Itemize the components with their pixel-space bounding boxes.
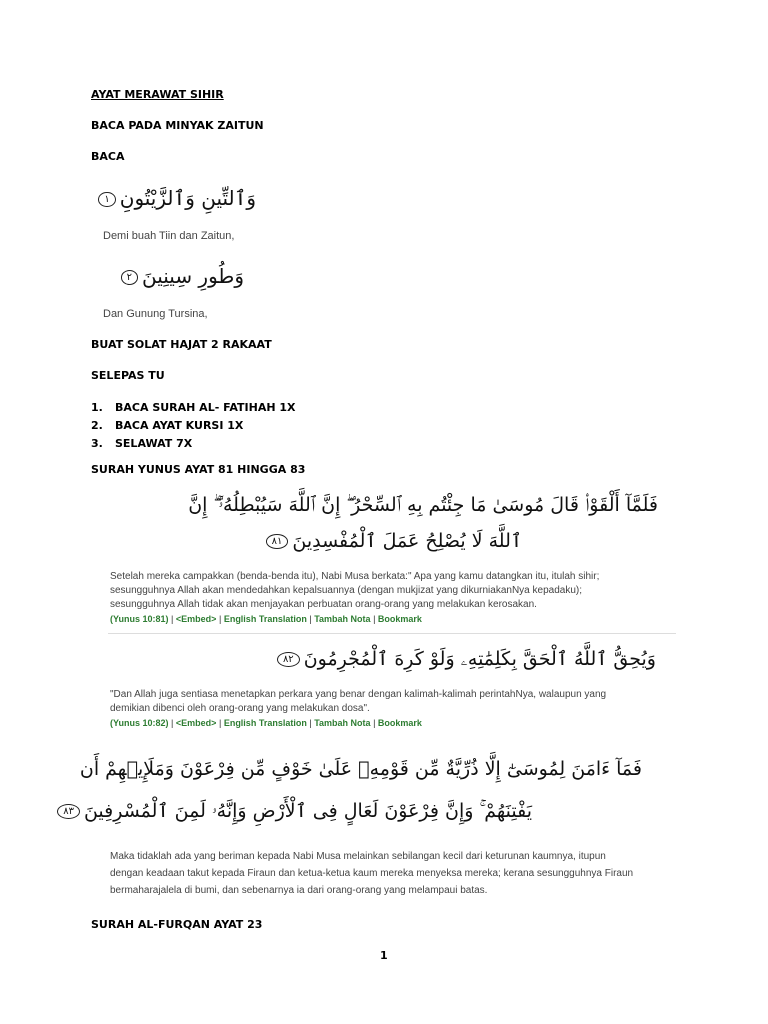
yunus-81-arabic-line1: فَلَمَّآ أَلْقَوْا۟ قَالَ مُوسَىٰ مَا جِئْتُم بِهِ ٱلسِّحْرُ ۖ إِنَّ ٱللَّهَ سَيُبْطِلُهُۥٓ ۖ إِنَّ — [188, 494, 658, 516]
embed-link[interactable]: <Embed> — [175, 718, 217, 728]
yunus-heading: SURAH YUNUS AYAT 81 HINGGA 83 — [91, 463, 306, 476]
furqan-heading: SURAH AL-FURQAN AYAT 23 — [91, 918, 263, 931]
steps-list — [91, 399, 296, 453]
verse-2-number-marker: ٢ — [121, 270, 138, 285]
bookmark-link[interactable]: Bookmark — [377, 718, 422, 728]
list-item: 1. BACA SURAH AL- FATIHAH 1X — [91, 401, 296, 414]
doc-title: AYAT MERAWAT SIHIR — [91, 88, 224, 101]
verse-1-number-marker: ١ — [98, 192, 115, 207]
list-item: 2. BACA AYAT KURSI 1X — [91, 419, 244, 432]
verse-2-arabic — [117, 264, 244, 288]
yunus-83-text: يَفْتِنَهُمْ ۚ وَإِنَّ فِرْعَوْنَ لَعَالٍ فِى ٱلْأَرْضِ وَإِنَّهُۥ لَمِنَ ٱلْمُسْرِفِينَ — [83, 800, 532, 822]
verse-1-translation: Demi buah Tiin dan Zaitun, — [103, 230, 235, 242]
yunus-83-translation-line1: Maka tidaklah ada yang beriman kepada Nabi Musa melainkan sebilangan kecil dari keturunan kaumnya, itupun — [110, 851, 606, 862]
yunus-83-translation-line3: bermaharajalela di bumi, dan sebenarnya ia dari orang-orang yang melampaui batas. — [110, 885, 488, 896]
yunus-83-arabic-line2 — [53, 800, 532, 822]
yunus-81-links: (Yunus 10:81) | <Embed> | English Translation | Tambah Nota | Bookmark — [110, 614, 422, 624]
english-translation-link[interactable]: English Translation — [223, 614, 307, 624]
english-translation-link[interactable]: English Translation — [223, 718, 307, 728]
yunus-81-translation-line1: Setelah mereka campakkan (benda-benda itu), Nabi Musa berkata:" Apa yang kamu datangkan itu, itulah sihir; — [110, 571, 600, 582]
yunus-81-arabic-line2 — [262, 530, 522, 552]
instruction-baca: BACA — [91, 150, 125, 163]
tambah-nota-link[interactable]: Tambah Nota — [314, 718, 371, 728]
yunus-81-text: ٱللَّهَ لَا يُصْلِحُ عَمَلَ ٱلْمُفْسِدِينَ — [292, 530, 522, 552]
yunus-81-translation-line2: sesungguhnya Allah akan mendedahkan kepalsuannya (dengan mukjizat yang dikurniakanNya kepadaku); — [110, 585, 582, 596]
bookmark-link[interactable]: Bookmark — [377, 614, 422, 624]
yunus-82-text: وَيُحِقُّ ٱللَّهُ ٱلْحَقَّ بِكَلِمَٰتِهِۦ وَلَوْ كَرِهَ ٱلْمُجْرِمُونَ — [303, 648, 656, 670]
verse-2-text: وَطُورِ سِينِينَ — [141, 264, 244, 288]
verse-1-text: وَٱلتِّينِ وَٱلزَّيْتُونِ — [119, 186, 256, 210]
list-item: 3. SELAWAT 7X — [91, 437, 193, 450]
instruction-selepas-tu: SELEPAS TU — [91, 369, 165, 382]
divider — [108, 633, 676, 634]
yunus-82-arabic — [273, 648, 656, 670]
yunus-83-translation-line2: dengan keadaan takut kepada Firaun dan ketua-ketua kaum mereka menyeksa mereka; kerana sesungguhnya Firaun — [110, 868, 634, 879]
instruction-solat-hajat: BUAT SOLAT HAJAT 2 RAKAAT — [91, 338, 272, 351]
yunus-83-number-marker: ٨٣ — [57, 804, 80, 819]
verse-1-arabic — [94, 186, 256, 210]
instruction-minyak-zaitun: BACA PADA MINYAK ZAITUN — [91, 119, 264, 132]
verse-ref-link[interactable]: (Yunus 10:81) — [110, 614, 169, 624]
verse-2-translation: Dan Gunung Tursina, — [103, 308, 208, 320]
yunus-82-links: (Yunus 10:82) | <Embed> | English Translation | Tambah Nota | Bookmark — [110, 718, 422, 728]
yunus-82-translation-line1: "Dan Allah juga sentiasa menetapkan perkara yang benar dengan kalimah-kalimah perintahNya, walaupun yang — [110, 689, 607, 700]
yunus-82-translation-line2: demikian dibenci oleh orang-orang yang melakukan dosa". — [110, 703, 370, 714]
yunus-81-translation-line3: sesungguhnya Allah tidak akan menjayakan perbuatan orang-orang yang melakukan kerosakan. — [110, 599, 537, 610]
tambah-nota-link[interactable]: Tambah Nota — [314, 614, 371, 624]
yunus-83-arabic-line1: فَمَآ ءَامَنَ لِمُوسَىٰٓ إِلَّا ذُرِّيَّةٌ مِّن قَوْمِهِۦ عَلَىٰ خَوْفٍ مِّن فِرْعَوْنَ وَمَلَإِي۟هِمْ أَن — [79, 758, 642, 780]
yunus-81-number-marker: ٨١ — [266, 534, 289, 549]
yunus-82-number-marker: ٨٢ — [277, 652, 300, 667]
verse-ref-link[interactable]: (Yunus 10:82) — [110, 718, 169, 728]
page-number: 1 — [380, 949, 388, 962]
embed-link[interactable]: <Embed> — [175, 614, 217, 624]
